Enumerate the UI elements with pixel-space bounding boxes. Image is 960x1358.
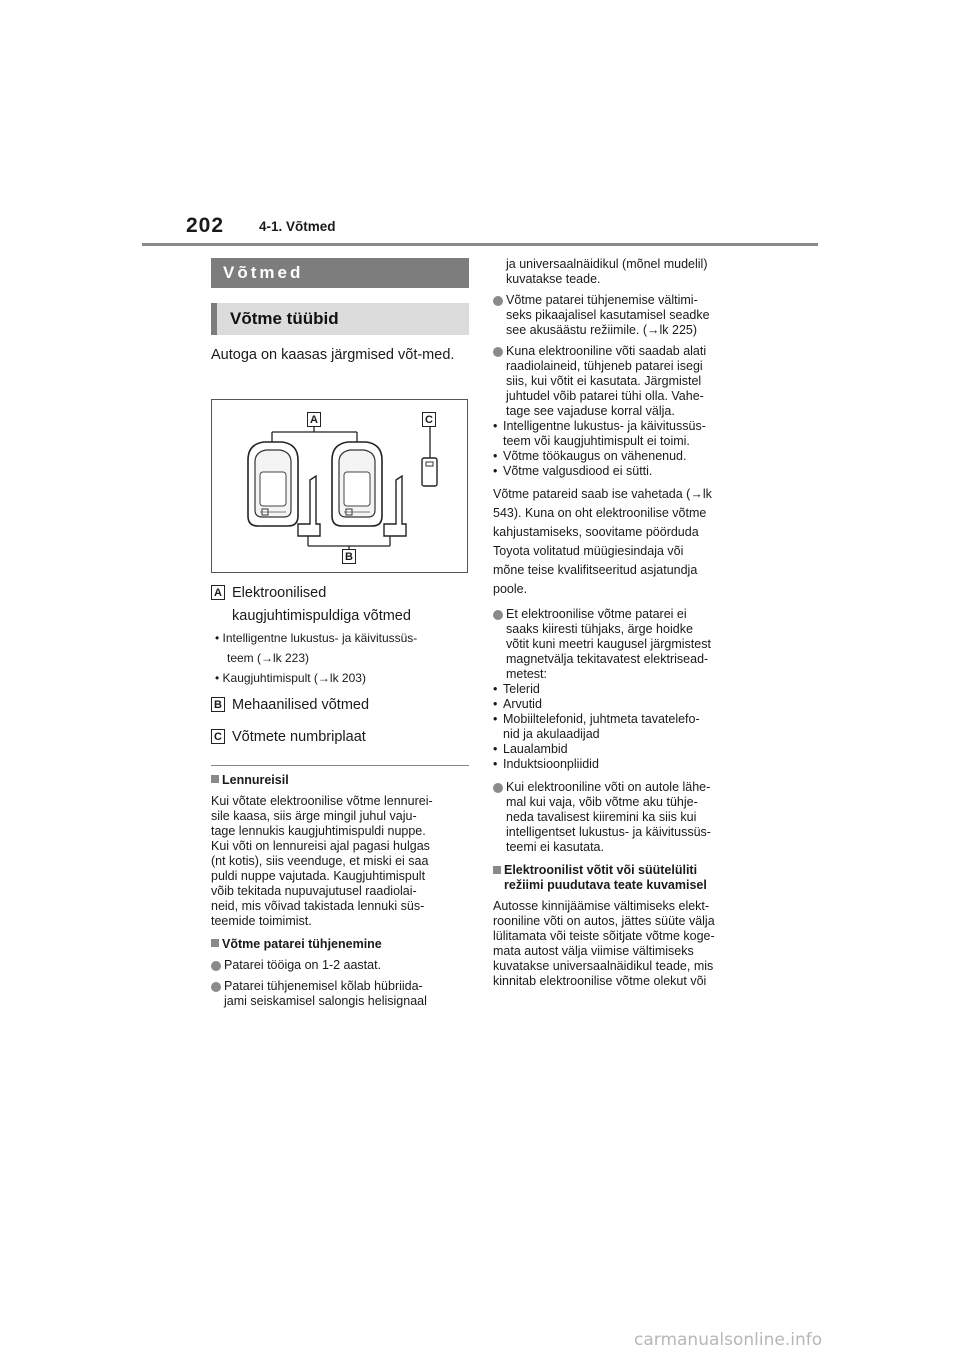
key-message-text: Autosse kinnijäämise vältimiseks elekt- rooniline võti on autos, jättes süüte välja lülitamata või teiste sõitjate võtme koge- mata autost välja viimise vältimiseks kuvatakse universaalnäidikul teade, mis kinnitab elektroonilise võtme olekut või — [493, 899, 715, 988]
right-item-b: Kuna elektrooniline võti saadab alati raadiolaineid, tühjeneb patarei isegi siis, kui võtit ei kasutata. Järgmistel juhtudel võib patarei tühi olla. Vahe- tage see vajaduse korral välja. — [493, 344, 751, 419]
intro-text: Autoga on kaasas järgmised võt-med. — [211, 347, 455, 363]
legend-item-b — [211, 694, 369, 717]
header-rule — [142, 243, 818, 246]
legend-text-b: Mehaanilised võtmed — [232, 697, 370, 713]
right-item-d: Kui elektrooniline võti on autole lähe- mal kui vaja, võib võtme aku tühje- neda tavalisest kiiremini ka siis kui intelligentset lukustus- ja käivitussüs- teemi ei kasutata. — [493, 780, 751, 855]
section-reference: 4-1. Võtmed — [259, 219, 336, 234]
heading-key-message: Elektroonilist võtit või süütelüliti režiimi puudutava teate kuvamisel — [493, 863, 751, 893]
right-item-c-bullet-3: • Mobiiltelefonid, juhtmeta tavatelefo- nid ja akulaadijad — [493, 712, 751, 742]
notes-divider — [211, 765, 469, 766]
heading-patarei: Võtme patarei tühjenemine — [211, 937, 469, 952]
left-notes — [211, 773, 469, 1009]
page-number: 202 — [186, 214, 225, 237]
right-item-c-bullet-1: • Telerid — [493, 682, 751, 697]
right-item-b-bullet-2: • Võtme töökaugus on vähenenud. — [493, 449, 751, 464]
keys-illustration — [211, 399, 468, 573]
mechanical-key-left — [298, 476, 320, 536]
right-item-c: Et elektroonilise võtme patarei ei saaks kiiresti tühjaks, ärge hoidke võtit kuni meetri kaugusel järgmistest magnetvälja tekitavatest elektrisead- metest: — [493, 607, 751, 682]
patarei-item-2: Patarei tühjenemisel kõlab hübriida- jami seiskamisel salongis helisignaal — [211, 979, 469, 1009]
smart-key-left — [248, 442, 298, 526]
section-band-title: Võtmed — [211, 258, 469, 288]
right-item-c-bullet-2: • Arvutid — [493, 697, 751, 712]
bullet-intelligent-system: • Intelligentne lukustus- ja käivitussüs- — [215, 628, 469, 648]
battery-replacement-para: Võtme patareid saab ise vahetada (→lk 543). Kuna on oht elektroonilise võtme kahjustamiseks, soovitame pöörduda Toyota volitatud müügiesindaja või mõne teise kvalifitseeritud asjatundja poole. — [493, 487, 712, 596]
figure-label-b: B — [342, 549, 356, 564]
figure-label-c: C — [422, 412, 436, 427]
right-item-b-bullet-3: • Võtme valgusdiood ei sütti. — [493, 464, 751, 479]
bullet-remote-control: • Kaugjuhtimispult (→lk 203) — [215, 668, 469, 688]
legend-label-a: A — [211, 585, 225, 600]
legend-label-c: C — [211, 729, 225, 744]
right-item-c-bullet-4: • Laualambid — [493, 742, 751, 757]
right-item-b-bullet-1: • Intelligentne lukustus- ja käivitussüs- teem või kaugjuhtimispult ei toimi. — [493, 419, 751, 449]
right-item-a: Võtme patarei tühjenemise vältimi- seks pikaajalisel kasutamisel seadke see akusäästu režiimile. (→lk 225) — [493, 293, 751, 338]
figure-label-a: A — [307, 412, 321, 427]
key-number-plate — [422, 458, 437, 486]
lennureisil-text: Kui võtate elektroonilise võtme lennurei- sile kaasa, siis ärge mingil juhul vaju- tage lennukis kaugjuhtimispuldi nuppe. Kui võti on lennureisi ajal pagasi hulgas (nt kotis), siis veenduge, et miski ei saa puldi nuppe vajutada. Kaugjuhtimispult võib tekitada nupuvajutusel raadiolai- neid, mis võivad takistada lennuki süs- teemide toimimist. — [211, 794, 433, 928]
heading-lennureisil: Lennureisil — [211, 773, 469, 788]
smart-key-right — [332, 442, 382, 526]
continued-text: ja universaalnäidikul (mõnel mudelil) kuvatakse teade. — [506, 257, 708, 286]
legend-label-b: B — [211, 697, 225, 712]
right-item-c-bullet-5: • Induktsioonpliidid — [493, 757, 751, 772]
right-column — [493, 257, 751, 989]
legend-item-c — [211, 726, 366, 749]
legend-text-a-line2: kaugjuhtimispuldiga võtmed — [232, 608, 411, 624]
legend-item-a — [211, 582, 411, 628]
legend-text-a-line1: Elektroonilised — [232, 585, 327, 601]
bullet-intelligent-system-cont: teem (→lk 223) — [227, 651, 310, 665]
mechanical-key-right — [384, 476, 406, 536]
subsection-title: Võtme tüübid — [211, 303, 469, 335]
watermark: carmanualsonline.info — [634, 1330, 823, 1350]
patarei-item-1: Patarei tööiga on 1-2 aastat. — [211, 958, 469, 973]
legend-a-bullets — [215, 628, 469, 688]
legend-text-c: Võtmete numbriplaat — [232, 729, 366, 745]
